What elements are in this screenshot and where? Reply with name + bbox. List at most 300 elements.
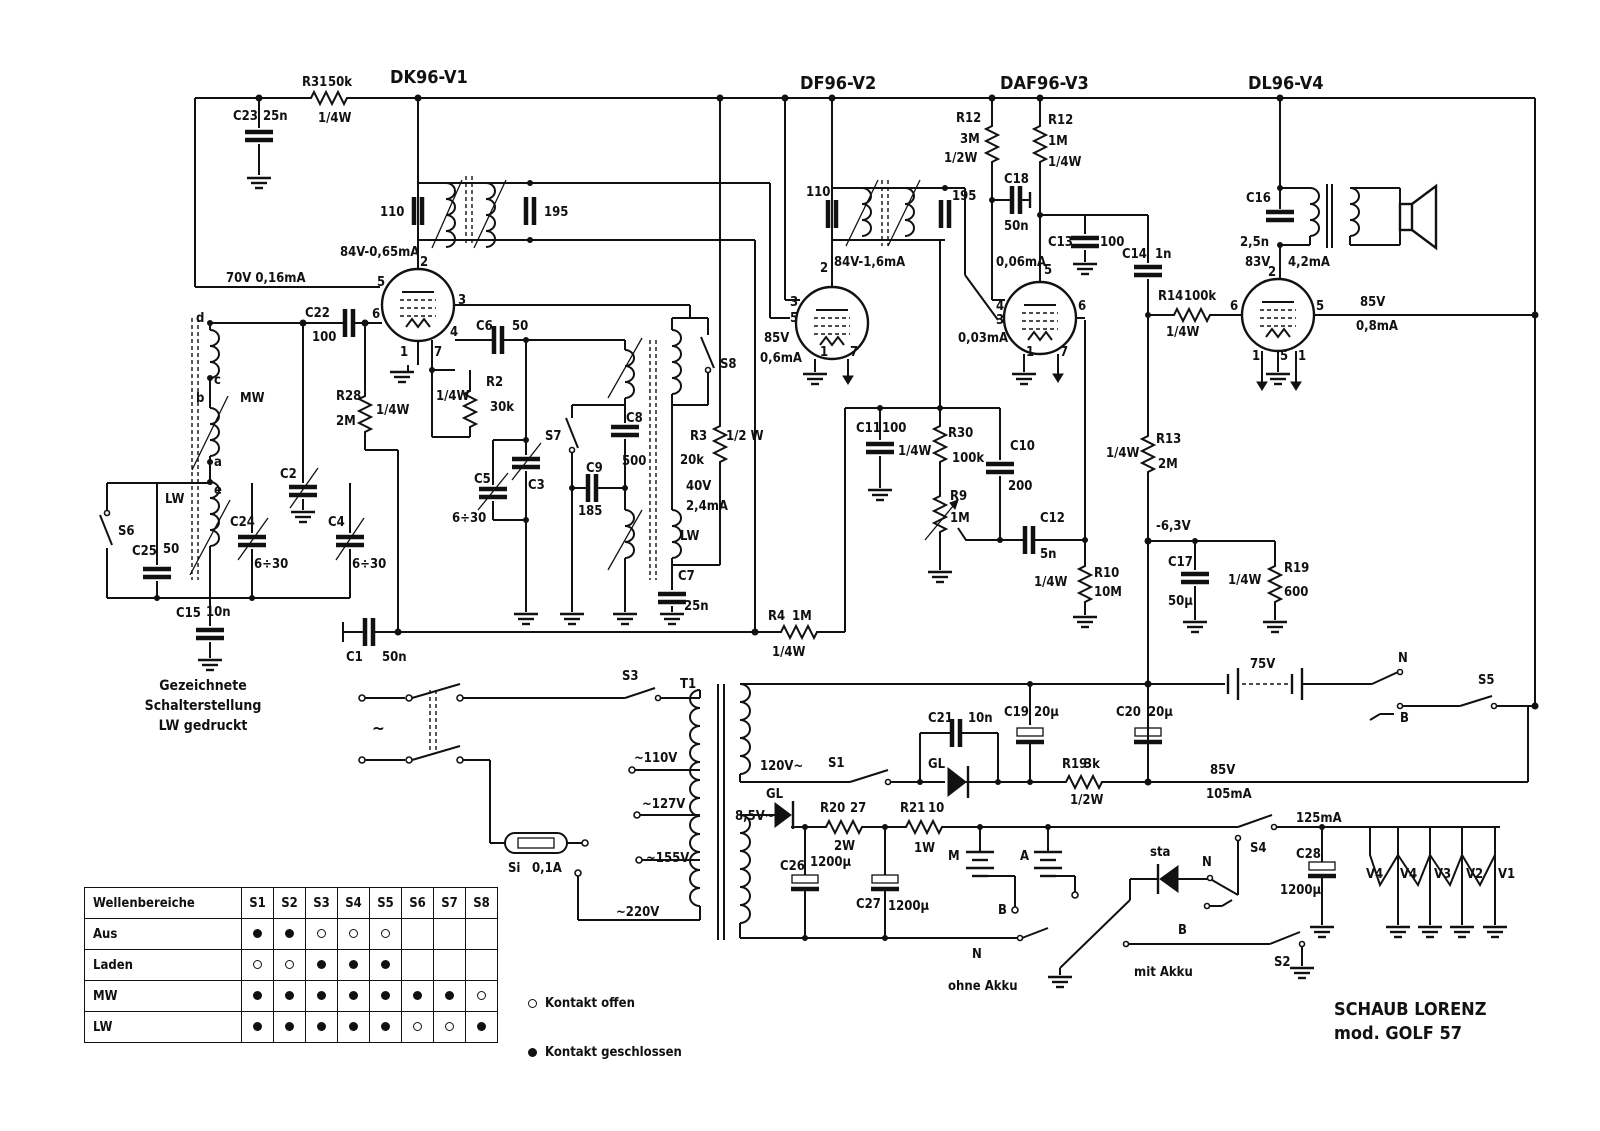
label-c13: C13 xyxy=(1048,235,1073,250)
label-r14: R14 xyxy=(1158,289,1184,304)
table-header-cell: Wellenbereiche xyxy=(85,888,242,919)
label-c8: C8 xyxy=(626,411,643,426)
table-cell xyxy=(306,919,338,950)
label-bat75: 75V xyxy=(1250,657,1276,672)
closed-contact-icon xyxy=(317,1022,326,1031)
table-header-switch: S5 xyxy=(370,888,402,919)
component-labels xyxy=(118,75,1515,994)
label-ohne-akku: ohne Akku xyxy=(948,979,1018,994)
label-i125: 125mA xyxy=(1296,811,1342,826)
label-c10-val: 200 xyxy=(1008,479,1033,494)
open-contact-icon xyxy=(381,929,390,938)
label-c27: C27 xyxy=(856,897,881,912)
switch-table-header xyxy=(85,888,498,919)
table-cell xyxy=(306,950,338,981)
label-r2-w: 1/4W xyxy=(436,389,470,404)
table-cell xyxy=(370,919,402,950)
svg-text:6: 6 xyxy=(1078,299,1087,314)
table-row-name: MW xyxy=(85,981,242,1012)
svg-text:6: 6 xyxy=(1230,299,1239,314)
label-b-low: B xyxy=(1178,923,1187,938)
resistor-r14 xyxy=(1148,309,1242,321)
label-r9-val: 1M xyxy=(950,511,970,526)
capacitor-c18 xyxy=(989,186,1030,214)
label-c22: C22 xyxy=(305,306,330,321)
label-c15: C15 xyxy=(176,606,201,621)
title-model: mod. GOLF 57 xyxy=(1334,1023,1462,1044)
label-c19-val: 20µ xyxy=(1034,705,1059,720)
label-r21-w: 1W xyxy=(914,841,936,856)
label-c9-val: 185 xyxy=(578,504,603,519)
closed-contact-icon xyxy=(253,991,262,1000)
svg-text:2: 2 xyxy=(820,261,829,276)
label-c10: C10 xyxy=(1010,439,1035,454)
table-header-switch: S4 xyxy=(338,888,370,919)
table-header-switch: S3 xyxy=(306,888,338,919)
svg-text:1: 1 xyxy=(1298,349,1307,364)
label-c195a: 195 xyxy=(544,205,569,220)
resistor-r13 xyxy=(1142,430,1154,786)
closed-contact-icon xyxy=(528,1048,537,1057)
label-r12b-w: 1/4W xyxy=(1048,155,1082,170)
label-c7: C7 xyxy=(678,569,695,584)
label-c4-range: 6÷30 xyxy=(352,557,387,572)
label-tap220: ~220V xyxy=(616,905,660,920)
ht-supply xyxy=(740,668,1539,798)
svg-text:5: 5 xyxy=(377,275,386,290)
label-r20-w: 2W xyxy=(834,839,856,854)
label-t1: T1 xyxy=(680,677,697,692)
label-r30-w: 1/4W xyxy=(898,444,932,459)
closed-contact-icon xyxy=(349,960,358,969)
table-cell xyxy=(370,950,402,981)
table-cell xyxy=(274,919,306,950)
label-r10: R10 xyxy=(1094,566,1120,581)
label-c21: C21 xyxy=(928,711,953,726)
label-r12a-w: 1/2W xyxy=(944,151,978,166)
svg-text:1: 1 xyxy=(820,345,829,360)
label-c4: C4 xyxy=(328,515,345,530)
label-c16: C16 xyxy=(1246,191,1271,206)
label-c26-val: 1200µ xyxy=(810,855,852,870)
closed-contact-icon xyxy=(445,991,454,1000)
svg-text:e: e xyxy=(214,483,222,498)
loudspeaker-icon xyxy=(1400,186,1436,248)
label-r12b-val: 1M xyxy=(1048,134,1068,149)
legend-open-text: Kontakt offen xyxy=(545,996,635,1011)
label-c18: C18 xyxy=(1004,172,1029,187)
capacitor-c1 xyxy=(343,618,759,646)
label-r21-val: 10 xyxy=(928,801,945,816)
label-r3-w: 1/2 W xyxy=(726,429,764,444)
table-cell xyxy=(466,981,498,1012)
label-r13-w: 1/4W xyxy=(1106,446,1140,461)
label-heater-v4a: V4 xyxy=(1366,867,1384,882)
label-c3: C3 xyxy=(528,478,545,493)
label-r4-val: 1M xyxy=(792,609,812,624)
label-c5-range: 6÷30 xyxy=(452,511,487,526)
b-plus-rail xyxy=(195,92,1535,706)
label-v120: 120V~ xyxy=(760,759,804,774)
label-c28-val: 1200µ xyxy=(1280,883,1322,898)
svg-text:6: 6 xyxy=(372,307,381,322)
open-contact-icon xyxy=(317,929,326,938)
table-cell xyxy=(306,981,338,1012)
label-tap110: ~110V xyxy=(634,751,678,766)
label-c20: C20 xyxy=(1116,705,1141,720)
closed-contact-icon xyxy=(381,1022,390,1031)
svg-text:c: c xyxy=(214,373,221,388)
open-contact-icon xyxy=(528,999,537,1008)
label-c16-val: 2,5n xyxy=(1240,235,1270,250)
tube-label-v1: DK96-V1 xyxy=(390,67,468,88)
table-header-switch: S1 xyxy=(242,888,274,919)
table-cell xyxy=(242,1012,274,1043)
table-header-switch: S8 xyxy=(466,888,498,919)
label-c5: C5 xyxy=(474,472,491,487)
svg-text:5: 5 xyxy=(1280,349,1289,364)
closed-contact-icon xyxy=(477,1022,486,1031)
table-row xyxy=(85,919,498,950)
label-c110a: 110 xyxy=(380,205,405,220)
table-row xyxy=(85,1012,498,1043)
label-b-mid: B xyxy=(998,903,1007,918)
label-c24-range: 6÷30 xyxy=(254,557,289,572)
label-s6: S6 xyxy=(118,524,135,539)
switch-table xyxy=(84,887,498,1043)
closed-contact-icon xyxy=(349,1022,358,1031)
label-c14: C14 xyxy=(1122,247,1147,262)
table-cell xyxy=(370,1012,402,1043)
label-s3: S3 xyxy=(622,669,639,684)
label-c13-val: 100 xyxy=(1100,235,1125,250)
table-cell xyxy=(434,919,466,950)
label-c24: C24 xyxy=(230,515,255,530)
table-cell xyxy=(242,919,274,950)
label-r30: R30 xyxy=(948,426,974,441)
label-heater-v2: V2 xyxy=(1466,867,1484,882)
tube-labels xyxy=(390,67,1324,94)
label-r2: R2 xyxy=(486,375,504,390)
label-r31-w: 1/4W xyxy=(318,111,352,126)
label-r12a: R12 xyxy=(956,111,982,126)
label-c11-val: 100 xyxy=(882,421,907,436)
label-r19-val: 600 xyxy=(1284,585,1309,600)
table-cell xyxy=(338,919,370,950)
svg-text:5: 5 xyxy=(1316,299,1325,314)
table-cell xyxy=(466,1012,498,1043)
legend-closed xyxy=(528,1045,682,1060)
label-r3: R3 xyxy=(690,429,708,444)
label-tap155: ~155V xyxy=(646,851,690,866)
label-v4-anode-i: 4,2mA xyxy=(1288,255,1330,270)
label-c25-val: 50 xyxy=(163,542,180,557)
label-c23: C23 xyxy=(233,109,258,124)
closed-contact-icon xyxy=(317,991,326,1000)
label-c6: C6 xyxy=(476,319,493,334)
table-header-switch: S2 xyxy=(274,888,306,919)
label-c22-val: 100 xyxy=(312,330,337,345)
svg-text:2: 2 xyxy=(1268,265,1277,280)
label-c19: C19 xyxy=(1004,705,1029,720)
open-contact-icon xyxy=(413,1022,422,1031)
caption-line-1: Gezeichnete Schalterstellung xyxy=(144,678,262,714)
table-cell xyxy=(434,981,466,1012)
label-r193: R19 xyxy=(1062,757,1088,772)
label-r28-w: 1/4W xyxy=(376,403,410,418)
label-v2-anode: 84V-1,6mA xyxy=(834,255,906,270)
label-v2-screen-v: 85V xyxy=(764,331,790,346)
label-v40: 40V xyxy=(686,479,712,494)
label-mit-akku: mit Akku xyxy=(1134,965,1193,980)
resistor-r28 xyxy=(359,323,402,636)
label-v1-screen: 70V 0,16mA xyxy=(226,271,306,286)
table-cell xyxy=(338,950,370,981)
label-v4-screen-v: 85V xyxy=(1360,295,1386,310)
label-s8: S8 xyxy=(720,357,737,372)
label-m: M xyxy=(948,849,960,864)
label-c17-val: 50µ xyxy=(1168,594,1193,609)
tube-label-v4: DL96-V4 xyxy=(1248,73,1324,94)
mains-switch xyxy=(359,684,588,853)
table-cell xyxy=(306,1012,338,1043)
closed-contact-icon xyxy=(253,1022,262,1031)
svg-text:4: 4 xyxy=(996,299,1005,314)
label-r14-val: 100k xyxy=(1184,289,1217,304)
svg-text:4: 4 xyxy=(450,325,459,340)
title-maker: SCHAUB LORENZ xyxy=(1334,999,1487,1020)
label-gl1: GL xyxy=(928,757,946,772)
label-r28: R28 xyxy=(336,389,362,404)
label-r4-w: 1/4W xyxy=(772,645,806,660)
label-c7-val: 25n xyxy=(684,599,709,614)
label-tap127: ~127V xyxy=(642,797,686,812)
svg-text:5: 5 xyxy=(1044,263,1053,278)
label-c12-val: 5n xyxy=(1040,547,1057,562)
table-cell xyxy=(242,950,274,981)
label-c18-val: 50n xyxy=(1004,219,1029,234)
label-r31-val: 50k xyxy=(328,75,353,90)
table-cell xyxy=(466,919,498,950)
svg-text:7: 7 xyxy=(850,345,859,360)
label-c27-val: 1200µ xyxy=(888,899,930,914)
open-contact-icon xyxy=(285,960,294,969)
label-n-low: N xyxy=(972,947,982,962)
label-a: A xyxy=(1020,849,1030,864)
label-s2: S2 xyxy=(1274,955,1291,970)
bias-network xyxy=(1148,538,1287,632)
table-row-name: LW xyxy=(85,1012,242,1043)
table-cell xyxy=(402,950,434,981)
label-c9: C9 xyxy=(586,461,603,476)
output-transformer xyxy=(1266,184,1400,248)
label-v4-screen-i: 0,8mA xyxy=(1356,319,1398,334)
label-heater-v4b: V4 xyxy=(1400,867,1418,882)
label-ac: ~ xyxy=(372,719,385,739)
table-cell xyxy=(434,950,466,981)
closed-contact-icon xyxy=(381,991,390,1000)
table-cell xyxy=(274,1012,306,1043)
table-row-name: Laden xyxy=(85,950,242,981)
svg-text:1: 1 xyxy=(1026,345,1035,360)
label-v1-anode: 84V-0,65mA xyxy=(340,245,420,260)
title-block xyxy=(1334,998,1486,1046)
table-cell xyxy=(274,950,306,981)
label-hv-v: 85V xyxy=(1210,763,1236,778)
svg-text:7: 7 xyxy=(1060,345,1069,360)
label-c195b: 195 xyxy=(952,189,977,204)
label-c110b: 110 xyxy=(806,185,831,200)
table-cell xyxy=(402,919,434,950)
antenna-input-circuit xyxy=(100,309,382,670)
svg-text:5: 5 xyxy=(790,311,799,326)
label-c12: C12 xyxy=(1040,511,1065,526)
label-r19-w: 1/4W xyxy=(1228,573,1262,588)
closed-contact-icon xyxy=(285,1022,294,1031)
label-c26: C26 xyxy=(780,859,805,874)
legend-open xyxy=(528,996,635,1011)
svg-text:3: 3 xyxy=(996,313,1005,328)
table-row-name: Aus xyxy=(85,919,242,950)
label-c8-val: 500 xyxy=(622,454,647,469)
label-n-top: N xyxy=(1398,651,1408,666)
svg-text:1: 1 xyxy=(400,345,409,360)
label-r20: R20 xyxy=(820,801,846,816)
table-cell xyxy=(466,950,498,981)
label-si: Si xyxy=(508,861,521,876)
label-c11: C11 xyxy=(856,421,881,436)
label-b-top: B xyxy=(1400,711,1409,726)
label-r3-val: 20k xyxy=(680,453,705,468)
label-r28-val: 2M xyxy=(336,414,356,429)
table-row xyxy=(85,981,498,1012)
closed-contact-icon xyxy=(413,991,422,1000)
label-r10-w: 1/4W xyxy=(1034,575,1068,590)
label-r10-val: 10M xyxy=(1094,585,1122,600)
closed-contact-icon xyxy=(253,929,262,938)
table-row xyxy=(85,950,498,981)
caption-line-2: LW gedruckt xyxy=(158,718,248,734)
closed-contact-icon xyxy=(317,960,326,969)
label-r30-val: 100k xyxy=(952,451,985,466)
label-c6-val: 50 xyxy=(512,319,529,334)
label-r12b: R12 xyxy=(1048,113,1074,128)
label-r21: R21 xyxy=(900,801,926,816)
label-v85: 8,5V~ xyxy=(735,809,775,824)
svg-text:b: b xyxy=(196,391,205,406)
label-lw-ant: LW xyxy=(165,492,185,507)
label-v4-anode-v: 83V xyxy=(1245,255,1271,270)
closed-contact-icon xyxy=(381,960,390,969)
svg-text:d: d xyxy=(196,311,205,326)
mains-transformer-t1 xyxy=(462,684,750,940)
svg-text:1: 1 xyxy=(1252,349,1261,364)
label-r12a-val: 3M xyxy=(960,132,980,147)
table-cell xyxy=(274,981,306,1012)
label-hv-i: 105mA xyxy=(1206,787,1252,802)
label-r31: R31 xyxy=(302,75,328,90)
label-s7: S7 xyxy=(545,429,562,444)
closed-contact-icon xyxy=(285,929,294,938)
label-i24: 2,4mA xyxy=(686,499,728,514)
label-sta: sta xyxy=(1150,845,1171,860)
tube-label-v2: DF96-V2 xyxy=(800,73,877,94)
svg-text:3: 3 xyxy=(458,293,467,308)
table-header-switch: S7 xyxy=(434,888,466,919)
label-heater-v1: V1 xyxy=(1498,867,1516,882)
label-c23-val: 25n xyxy=(263,109,288,124)
label-c1-val: 50n xyxy=(382,650,407,665)
label-heater-v3: V3 xyxy=(1434,867,1452,882)
label-r2-val: 30k xyxy=(490,400,515,415)
open-contact-icon xyxy=(477,991,486,1000)
label-r13: R13 xyxy=(1156,432,1182,447)
table-cell xyxy=(338,1012,370,1043)
label-s5: S5 xyxy=(1478,673,1495,688)
closed-contact-icon xyxy=(285,991,294,1000)
lt-supply xyxy=(740,801,1500,987)
svg-text:2: 2 xyxy=(420,255,429,270)
table-cell xyxy=(370,981,402,1012)
svg-text:a: a xyxy=(214,455,222,470)
label-bias: -6,3V xyxy=(1156,519,1191,534)
label-r14-w: 1/4W xyxy=(1166,325,1200,340)
heater-chain xyxy=(1370,827,1507,937)
label-r9: R9 xyxy=(950,489,968,504)
svg-text:3: 3 xyxy=(790,295,799,310)
open-contact-icon xyxy=(445,1022,454,1031)
label-c2: C2 xyxy=(280,467,297,482)
table-header-switch: S6 xyxy=(402,888,434,919)
label-lw-osc: LW xyxy=(680,529,700,544)
closed-contact-icon xyxy=(349,991,358,1000)
label-mw: MW xyxy=(240,391,265,406)
svg-text:7: 7 xyxy=(434,345,443,360)
label-r193-w: 1/2W xyxy=(1070,793,1104,808)
label-c20-val: 20µ xyxy=(1148,705,1173,720)
open-contact-icon xyxy=(349,929,358,938)
table-cell xyxy=(402,981,434,1012)
label-n-mid: N xyxy=(1202,855,1212,870)
oscillator-section xyxy=(429,98,726,624)
table-cell xyxy=(402,1012,434,1043)
label-r193-val: 3k xyxy=(1084,757,1100,772)
label-r19: R19 xyxy=(1284,561,1310,576)
open-contact-icon xyxy=(253,960,262,969)
label-r4: R4 xyxy=(768,609,786,624)
switch-position-caption xyxy=(100,676,306,736)
label-c25: C25 xyxy=(132,544,157,559)
legend-closed-text: Kontakt geschlossen xyxy=(545,1045,682,1060)
table-cell xyxy=(242,981,274,1012)
label-s1: S1 xyxy=(828,756,845,771)
label-c1: C1 xyxy=(346,650,363,665)
table-cell xyxy=(338,981,370,1012)
tube-label-v3: DAF96-V3 xyxy=(1000,73,1089,94)
label-v3-screen: 0,03mA xyxy=(958,331,1009,346)
label-si-val: 0,1A xyxy=(532,861,562,876)
label-r20-val: 27 xyxy=(850,801,867,816)
label-gl2: GL xyxy=(766,787,784,802)
label-c17: C17 xyxy=(1168,555,1193,570)
label-s4: S4 xyxy=(1250,841,1267,856)
label-c21-val: 10n xyxy=(968,711,993,726)
label-v3-anode: 0,06mA xyxy=(996,255,1047,270)
label-c15-val: 10n xyxy=(206,605,231,620)
table-cell xyxy=(434,1012,466,1043)
label-r13-val: 2M xyxy=(1158,457,1178,472)
label-c28: C28 xyxy=(1296,847,1321,862)
